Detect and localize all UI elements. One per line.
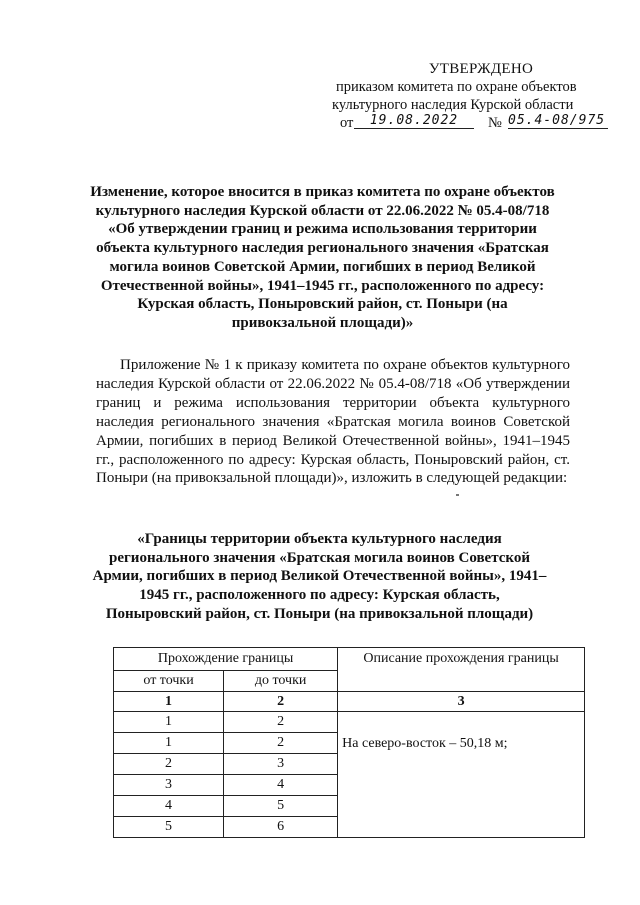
- table-row: [114, 712, 585, 733]
- column-number-1: 1: [114, 692, 224, 712]
- date-label: от: [340, 115, 354, 131]
- row-from: 2: [114, 754, 224, 775]
- column-number-2: 2: [224, 692, 338, 712]
- row-to: 6: [224, 817, 338, 838]
- row-to: 2: [224, 733, 338, 754]
- row-to: 5: [224, 796, 338, 817]
- header-description: Описание прохождения границы: [338, 648, 585, 692]
- body-paragraph: Приложение № 1 к приказу комитета по охране объектов культурного наследия Курской области от 22.06.2022 № 05.4-08/718 «Об утверждении границ и режима использования территории объекта культурного наследия регионального значения «Братская могила воинов Советской Армии, погибших в период Великой Отечественной войны», 1941–1945 гг., расположенного по адресу: Курская область, Поныровский район, ст. Поныри (на привокзальной площади)», изложить в следующей редакции:: [96, 357, 570, 487]
- approval-date-number-row: [340, 113, 620, 135]
- approval-title: УТВЕРЖДЕНО: [428, 61, 534, 77]
- boundary-description: На северо-восток – 50,18 м;: [338, 712, 585, 838]
- row-from: 1: [114, 733, 224, 754]
- column-number-3: 3: [338, 692, 585, 712]
- boundary-table: [113, 647, 585, 838]
- header-passage: Прохождение границы: [114, 648, 338, 671]
- document-heading: Изменение, которое вносится в приказ комитета по охране объектов культурного наследия Курской области от 22.06.2022 № 05.4-08/718 «Об утверждении границ и режима использования территории объекта культурного наследия регионального значения «Братская могила воинов Советской Армии, погибших в период Великой Отечественной войны», 1941–1945 гг., расположенного по адресу: Курская область, Поныровский район, ст. Поныри (на привокзальной площади)»: [90, 184, 555, 331]
- row-to: 3: [224, 754, 338, 775]
- scan-dot: [456, 494, 459, 496]
- approval-committee-line: культурного наследия Курской области: [332, 97, 574, 113]
- row-from: 5: [114, 817, 224, 838]
- header-to: до точки: [224, 671, 338, 692]
- header-from: от точки: [114, 671, 224, 692]
- handwritten-date: 19.08.2022: [354, 113, 474, 129]
- row-to: 2: [224, 712, 338, 733]
- table-header-row: [114, 648, 585, 671]
- approval-stamp: [326, 60, 616, 114]
- number-label: №: [488, 115, 502, 131]
- row-from: 3: [114, 775, 224, 796]
- handwritten-number: 05.4-08/975: [508, 113, 608, 129]
- row-from: 1: [114, 712, 224, 733]
- approval-order-line: приказом комитета по охране объектов: [336, 79, 577, 95]
- column-numbers-row: [114, 692, 585, 712]
- section-title: «Границы территории объекта культурного наследия регионального значения «Братская могила воинов Советской Армии, погибших в период Великой Отечественной войны», 1941–1945 гг., расположенного по адресу: Курская область, Поныровский район, ст. Поныри (на привокзальной площади): [92, 531, 547, 622]
- row-to: 4: [224, 775, 338, 796]
- row-from: 4: [114, 796, 224, 817]
